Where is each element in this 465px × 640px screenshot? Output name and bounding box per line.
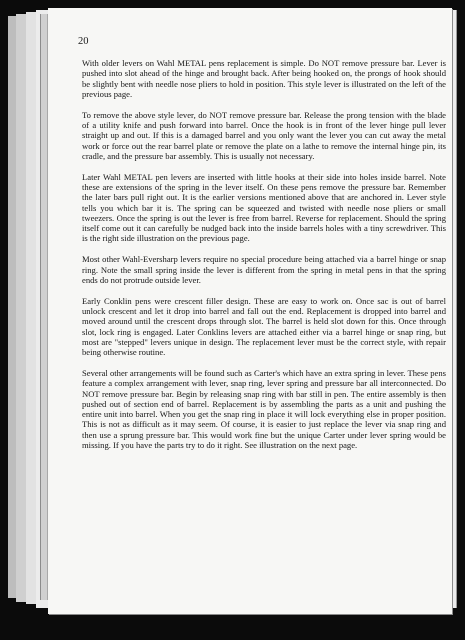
- document-page: [48, 8, 452, 614]
- page-number: 20: [78, 36, 89, 47]
- binding-strip: [40, 14, 48, 600]
- paragraph: Several other arrangements will be found such as Carter's which have an extra spring in lever. These pens feature a complex arrangement with lever, snap ring, lever spring and pressure bar all interconnected. Do NOT remove pressure bar. Begin by releasing snap ring with bar still in pen. The entire assembly is then pushed out of section end of barrel. Replacement is by assembling the parts as a unit and pushing the entire unit into barrel. When you get the snap ring in place it will lock everything else in proper position. This is not as difficult as it may seem. Of course, it is easier to just replace the lever via snap ring and then use a sprung pressure bar. This would work fine but the unique Carter under lever spring would be missing. If you have the parts try to do it right. See illustration on the next page.: [82, 367, 446, 450]
- body-text: [82, 58, 446, 461]
- paragraph: With older levers on Wahl METAL pens replacement is simple. Do NOT remove pressure bar. Lever is pushed into slot ahead of the hinge and brought back. After being hooked on, the prongs of hook should be slightly bent with needle nose pliers to hold in position. This style lever is illustrated on the left of the previous page.: [82, 58, 446, 99]
- paragraph: Most other Wahl-Eversharp levers require no special procedure being attached via a barrel hinge or snap ring. Note the small spring inside the lever is different from the spring in metal pens in that the spring ends do not protrude outside lever.: [82, 254, 446, 285]
- paragraph: To remove the above style lever, do NOT remove pressure bar. Release the prong tension with the blade of a utility knife and push forward into barrel. Once the hook is in front of the lever hinge pull lever straight up and out. If this is a damaged barrel and you only want the lever you can cut away the metal work or force out the rear barrel plate or remove the plate on a lathe to remove the internal hinge pin, its cradle, and the pressure bar assembly. This is usually not necessary.: [82, 109, 446, 161]
- paragraph: Early Conklin pens were crescent filler design. These are easy to work on. Once sac is out of barrel unlock crescent and let it drop into barrel and fall out the end. Replacement is dropped into barrel and moved around until the crescent drops through slot. The barrel is held slot down for this. Once through slot, lock ring is engaged. Later Conklins levers are attached either via a barrel hinge or snap ring, but most are "stepped" levers unique in design. The replacement lever must be the correct style, with repair being otherwise routine.: [82, 295, 446, 358]
- paragraph: Later Wahl METAL pen levers are inserted with little hooks at their side into holes inside barrel. Note these are extensions of the spring in the lever itself. On these pens remove the pressure bar. Remember the later bars pull right out. It is the earlier versions mentioned above that are anchored in. Lever style tells you which bar it is. The spring can be squeezed and twisted with needle nose pliers or small tweezers. Once the spring is out the lever is free from barrel. Reverse for replacement. Should the spring itself come out it can carefully be nudged back into the inside barrels holes with a tiny screwdriver. This is the right side illustration on the previous page.: [82, 171, 446, 244]
